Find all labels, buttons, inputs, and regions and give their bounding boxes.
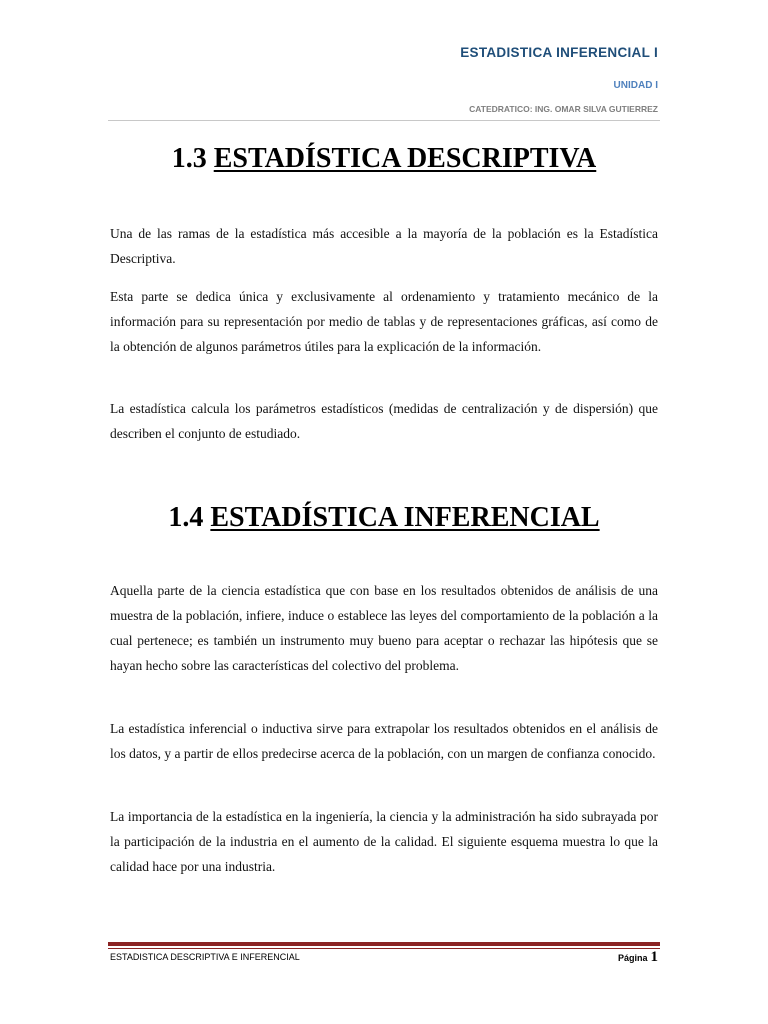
section-number: 1.4 xyxy=(168,502,204,533)
header-instructor: CATEDRATICO: ING. OMAR SILVA GUTIERREZ xyxy=(469,104,658,114)
footer-document-title: ESTADISTICA DESCRIPTIVA E INFERENCIAL xyxy=(110,952,300,962)
paragraph: La estadística inferencial o inductiva sirve para extrapolar los resultados obtenidos en el análisis de los datos, y a partir de ellos predecirse acerca de la población, con un margen de confianza conocido. xyxy=(110,721,658,761)
footer-divider-thin xyxy=(108,948,660,949)
paragraph: Una de las ramas de la estadística más accesible a la mayoría de la población es la Estadística Descriptiva. xyxy=(110,226,658,266)
header-divider xyxy=(108,120,660,121)
footer-page-indicator xyxy=(618,948,658,966)
paragraph: La importancia de la estadística en la ingeniería, la ciencia y la administración ha sido subrayada por la participación de la industria en el aumento de la calidad. El siguiente esquema muestra lo que la calidad hace por una industria. xyxy=(110,809,658,874)
paragraph: Aquella parte de la ciencia estadística que con base en los resultados obtenidos de análisis de una muestra de la población, infiere, induce o establece las leyes del comportamiento de la población a la cual pertenece; es también un instrumento muy bueno para aceptar o rechazar las hipótesis que se hayan hecho sobre las características del colectivo del problema. xyxy=(110,583,658,673)
section-heading-inferencial xyxy=(108,502,660,534)
footer-divider-thick xyxy=(108,942,660,946)
page-number: 1 xyxy=(650,949,658,965)
section-title: ESTADÍSTICA INFERENCIAL xyxy=(210,502,600,533)
header-unit: UNIDAD I xyxy=(613,80,658,91)
paragraph: La estadística calcula los parámetros estadísticos (medidas de centralización y de dispersión) que describen el conjunto de estudiado. xyxy=(110,401,658,441)
page-label: Página xyxy=(617,953,648,963)
paragraph: Esta parte se dedica única y exclusivamente al ordenamiento y tratamiento mecánico de la información para su representación por medio de tablas y de representaciones gráficas, así como de la obtención de algunos parámetros útiles para la explicación de la información. xyxy=(110,289,658,354)
section-number: 1.3 xyxy=(171,143,207,174)
header-course-title: ESTADISTICA INFERENCIAL I xyxy=(460,45,658,60)
section-title: ESTADÍSTICA DESCRIPTIVA xyxy=(213,143,597,174)
section-heading-descriptiva xyxy=(108,143,660,175)
